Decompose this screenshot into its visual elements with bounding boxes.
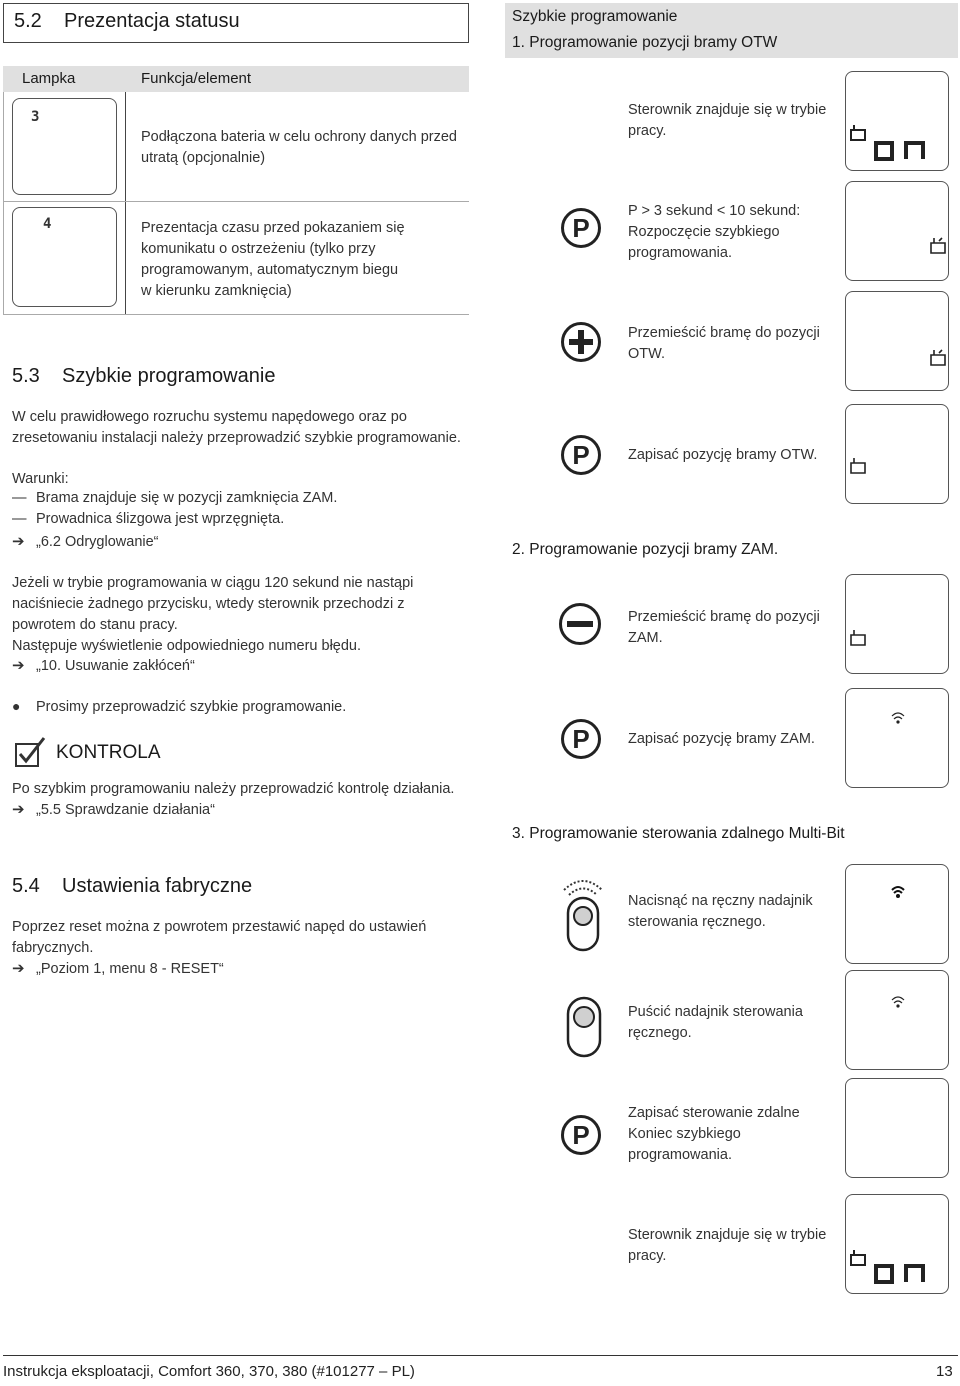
table-divider-v — [125, 92, 126, 314]
step1-row1-text: Sterownik znajduje się w trybie pracy. — [628, 102, 827, 139]
table-divider-h — [3, 201, 469, 202]
lcd-hand-icon — [848, 1247, 868, 1267]
table-row-1-text: Podłączona bateria w celu ochrony danych przed utratą (opcjonalnie) — [141, 129, 457, 166]
section-53-number: 5.3 — [12, 365, 40, 387]
table-col-lamp: Lampka — [22, 70, 76, 87]
step1-row2-lcd — [845, 181, 949, 281]
error-text: Następuje wyświetlenie odpowiedniego numeru błędu. — [12, 638, 362, 654]
arrow-right-icon: ➔ — [12, 801, 25, 818]
svg-text:P: P — [572, 213, 590, 243]
plus-button-icon — [560, 321, 602, 363]
lcd-hand-blink-icon — [928, 235, 948, 255]
footer-doc: Instrukcja eksploatacji, Comfort 360, 370, 380 (#101277 – PL) — [3, 1363, 415, 1380]
remote-press-icon — [560, 876, 606, 956]
arrow-right-icon: ➔ — [12, 533, 25, 550]
timeout-text: Jeżeli w trybie programowania w ciągu 120 sekund nie nastąpi naciśniecie żadnego przycisku, wtedy sterownik przechodzi z powrotem do stanu pracy. — [12, 575, 414, 633]
step3-row1-lcd — [845, 864, 949, 964]
table-row-2-text: Prezentacja czasu przed pokazaniem się komunikatu o ostrzeżeniu (tylko przy programowanym, automatycznym biegu w kierunku zamknięcia) — [141, 220, 405, 299]
table-col-func: Funkcja/element — [141, 70, 252, 87]
step2-row1-lcd — [845, 574, 949, 674]
reference-4[interactable] — [12, 959, 224, 977]
lcd-hand-blink-icon — [928, 347, 948, 367]
footer-rule — [3, 1355, 958, 1356]
step3-title: 3. Programowanie sterowania zdalnego Multi-Bit — [512, 825, 845, 842]
condition-2-text: Prowadnica ślizgowa jest wprzęgnięta. — [36, 511, 285, 527]
right-header: Szybkie programowanie — [512, 8, 678, 25]
bullet-item — [12, 698, 346, 715]
remote-icon — [564, 995, 604, 1059]
table-bottom-edge — [3, 314, 469, 315]
reference-3[interactable] — [12, 800, 215, 818]
dash-mark: — — [12, 511, 27, 527]
section-52-heading — [14, 10, 240, 33]
step3-row4-lcd — [845, 1194, 949, 1294]
step2-row2-lcd — [845, 688, 949, 788]
minus-button-icon — [558, 602, 602, 646]
condition-2 — [12, 511, 284, 527]
lcd-hand-icon — [848, 627, 868, 647]
reference-3-text: „5.5 Sprawdzanie działania“ — [36, 802, 215, 818]
step1-row2-text: P > 3 sekund < 10 sekund: Rozpoczęcie szybkiego programowania. — [628, 203, 801, 261]
reference-2[interactable] — [12, 656, 195, 674]
p-button-icon — [560, 207, 602, 249]
bullet-item-text: Prosimy przeprowadzić szybkie programowanie. — [36, 699, 347, 715]
footer-page: 13 — [936, 1363, 953, 1380]
step3-row2-lcd — [845, 970, 949, 1070]
check-text: Po szybkim programowaniu należy przeprowadzić kontrolę działania. — [12, 781, 455, 797]
step3-row1-text: Nacisnąć na ręczny nadajnik sterowania ręcznego. — [628, 893, 813, 930]
svg-text:P: P — [572, 724, 590, 754]
section-53-heading — [12, 365, 275, 388]
step3-row3-lcd — [845, 1078, 949, 1178]
p-button-icon — [560, 718, 602, 760]
lcd-radio-icon — [890, 995, 906, 1009]
lcd-on-icon — [873, 1261, 929, 1287]
lcd-digit-4: 4 — [43, 216, 52, 232]
step3-row4-text: Sterownik znajduje się w trybie pracy. — [628, 1227, 827, 1264]
step2-row2-text: Zapisać pozycję bramy ZAM. — [628, 731, 815, 747]
lcd-hand-icon — [848, 122, 868, 142]
arrow-right-icon: ➔ — [12, 960, 25, 977]
step1-row4-lcd — [845, 404, 949, 504]
step1-row4-text: Zapisać pozycję bramy OTW. — [628, 447, 818, 463]
reference-1-text: „6.2 Odryglowanie“ — [36, 534, 159, 550]
condition-1-text: Brama znajduje się w pozycji zamknięcia ZAM. — [36, 490, 338, 506]
section-52-number: 5.2 — [14, 10, 42, 32]
conditions-label: Warunki: — [12, 471, 69, 487]
lcd-radio-icon — [890, 711, 906, 725]
lcd-digit-3: 3 — [31, 109, 40, 125]
step1-title: 1. Programowanie pozycji bramy OTW — [512, 34, 778, 51]
table-left-edge — [3, 92, 4, 314]
step2-row1-text: Przemieścić bramę do pozycji ZAM. — [628, 609, 820, 646]
section-54-number: 5.4 — [12, 875, 40, 897]
reference-1[interactable] — [12, 532, 159, 550]
section-54-heading — [12, 875, 252, 898]
p-button-icon — [560, 1114, 602, 1156]
step1-row1-lcd — [845, 71, 949, 171]
check-title: KONTROLA — [56, 742, 161, 763]
lcd-radio-bold-icon — [890, 885, 906, 899]
checkbox-tick-icon — [14, 736, 48, 768]
p-button-icon — [560, 434, 602, 476]
step3-row3-text: Zapisać sterowanie zdalne Koniec szybkiego programowania. — [628, 1105, 800, 1163]
step1-row3-text: Przemieścić bramę do pozycji OTW. — [628, 325, 820, 362]
dash-mark: — — [12, 490, 27, 506]
condition-1 — [12, 490, 337, 506]
svg-text:P: P — [572, 1120, 590, 1150]
reference-4-text: „Poziom 1, menu 8 - RESET“ — [36, 961, 224, 977]
lcd-hand-icon — [848, 455, 868, 475]
arrow-right-icon: ➔ — [12, 657, 25, 674]
table-row-2-lcd — [12, 207, 117, 307]
section-52-title: Prezentacja statusu — [64, 10, 240, 32]
section-53-title: Szybkie programowanie — [62, 365, 276, 387]
step3-row2-text: Puścić nadajnik sterowania ręcznego. — [628, 1004, 803, 1041]
svg-text:P: P — [572, 440, 590, 470]
reference-2-text: „10. Usuwanie zakłóceń“ — [36, 658, 195, 674]
reset-text: Poprzez reset można z powrotem przestawić napęd do ustawień fabrycznych. — [12, 919, 427, 956]
bullet-dot-icon: ● — [12, 698, 21, 714]
intro-text: W celu prawidłowego rozruchu systemu napędowego oraz po zresetowaniu instalacji należy przeprowadzić szybkie programowanie. — [12, 409, 461, 446]
lcd-on-icon — [873, 138, 929, 164]
step1-row3-lcd — [845, 291, 949, 391]
step2-title: 2. Programowanie pozycji bramy ZAM. — [512, 541, 779, 558]
section-54-title: Ustawienia fabryczne — [62, 875, 253, 897]
table-row-1-lcd — [12, 98, 117, 195]
